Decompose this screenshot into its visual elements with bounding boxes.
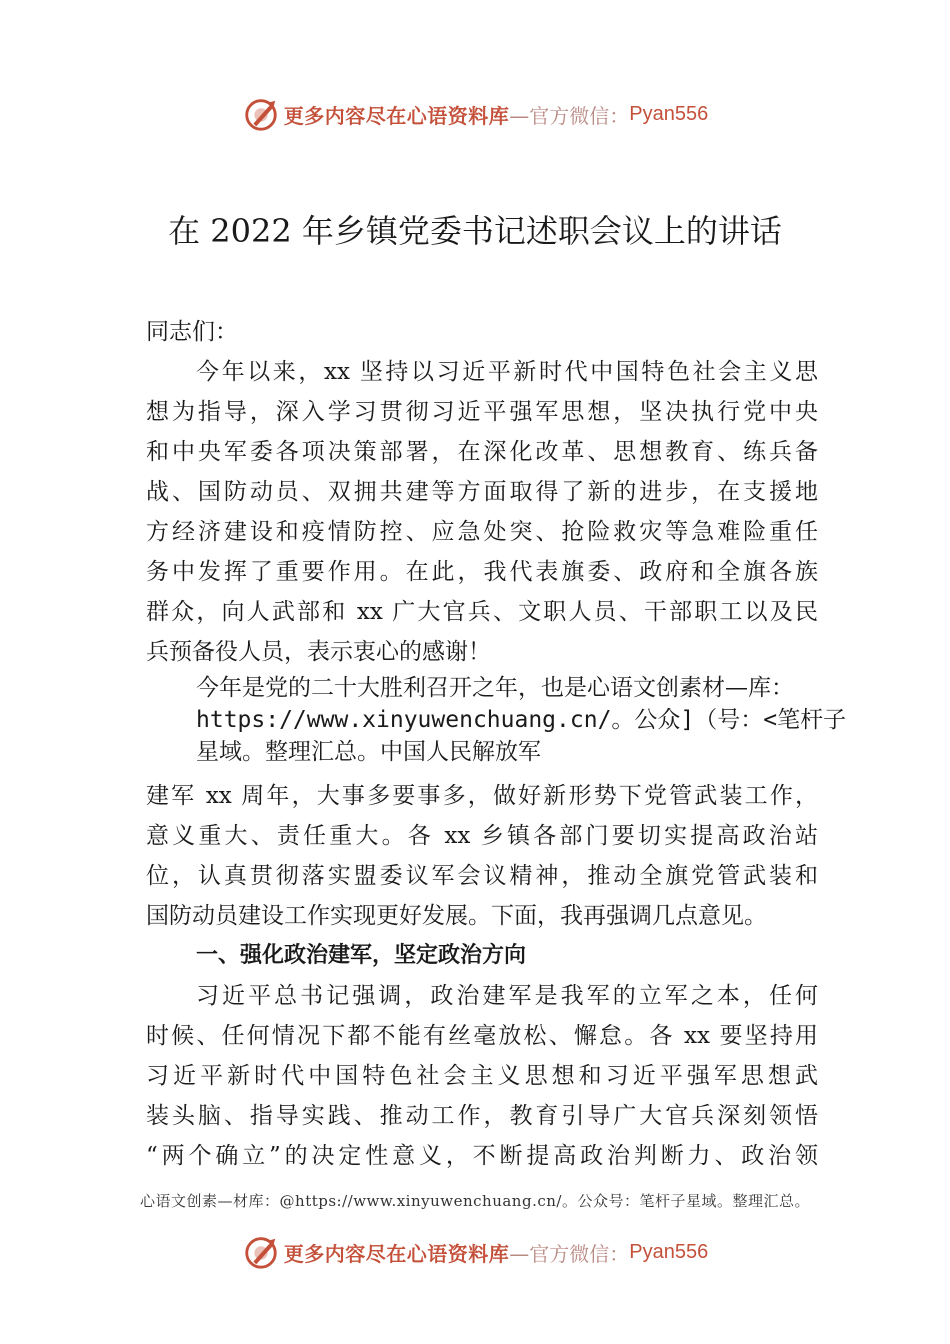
text-line: 和中央军委各项决策部署，在深化改革、思想教育、练兵备 bbox=[146, 439, 818, 465]
document-title: 在 2022 年乡镇党委书记述职会议上的讲话 bbox=[168, 212, 782, 250]
text-line: 兵预备役人员，表示衷心的感谢！ bbox=[146, 639, 491, 665]
paragraph-2 bbox=[146, 776, 818, 936]
salutation: 同志们： bbox=[146, 319, 238, 345]
footer-note: 心语文创素—材库：@https://www.xinyuwenchuang.cn/。公众号：笔杆子星域。整理汇总。 bbox=[140, 1192, 810, 1210]
text-line: https://www.xinyuwenchuang.cn/。公众]（号：<笔杆子 bbox=[196, 707, 847, 733]
header-banner bbox=[0, 94, 950, 134]
section-heading: 一、强化政治建军，坚定政治方向 bbox=[196, 943, 527, 968]
text-line: 星域。整理汇总。中国人民解放军 bbox=[196, 739, 541, 765]
text-line: 意义重大、责任重大。各 xx 乡镇各部门要切实提高政治站 bbox=[146, 823, 818, 849]
text-line: 国防动员建设工作实现更好发展。下面，我再强调几点意见。 bbox=[146, 903, 767, 929]
paragraph-3 bbox=[146, 976, 818, 1176]
logo-icon bbox=[242, 95, 280, 133]
text-line: 想为指导，深入学习贯彻习近平强军思想，坚决执行党中央 bbox=[146, 399, 818, 425]
banner-text-wechat: —官方微信： bbox=[509, 103, 630, 128]
paragraph-1 bbox=[146, 352, 818, 672]
text-line: 方经济建设和疫情防控、应急处突、抢险救灾等急难险重任 bbox=[146, 519, 818, 545]
text-line: 群众，向人武部和 xx 广大官兵、文职人员、干部职工以及民 bbox=[146, 599, 818, 625]
text-line: 习近平总书记强调，政治建军是我军的立军之本，任何 bbox=[196, 983, 818, 1009]
document-body bbox=[146, 312, 847, 1176]
banner-text: 更多内容尽在心语资料库 bbox=[283, 1241, 510, 1266]
banner-text: 更多内容尽在心语资料库 bbox=[283, 103, 510, 128]
text-line: “两个确立”的决定性意义，不断提高政治判断力、政治领 bbox=[146, 1143, 818, 1169]
banner-wechat-id: Pyan556 bbox=[629, 102, 709, 125]
banner-wechat-id: Pyan556 bbox=[629, 1240, 709, 1263]
text-line: 今年以来，xx 坚持以习近平新时代中国特色社会主义思 bbox=[196, 359, 818, 385]
text-line: 建军 xx 周年，大事多要事多，做好新形势下党管武装工作， bbox=[146, 783, 818, 809]
text-line: 位，认真贯彻落实盟委议军会议精神，推动全旗党管武装和 bbox=[146, 863, 818, 889]
text-line: 战、国防动员、双拥共建等方面取得了新的进步，在支援地 bbox=[146, 479, 818, 505]
text-line: 务中发挥了重要作用。在此，我代表旗委、政府和全旗各族 bbox=[146, 559, 818, 585]
text-line: 装头脑、指导实践、推动工作，教育引导广大官兵深刻领悟 bbox=[146, 1103, 818, 1129]
banner-text-wechat: —官方微信： bbox=[509, 1241, 630, 1266]
footer-banner bbox=[0, 1232, 950, 1272]
text-line: 习近平新时代中国特色社会主义思想和习近平强军思想武 bbox=[146, 1063, 818, 1089]
text-line: 时候、任何情况下都不能有丝毫放松、懈怠。各 xx 要坚持用 bbox=[146, 1023, 818, 1049]
paragraph-2-insert bbox=[146, 672, 886, 768]
text-line: 今年是党的二十大胜利召开之年，也是心语文创素材—库： bbox=[196, 675, 794, 701]
logo-icon bbox=[242, 1233, 280, 1271]
